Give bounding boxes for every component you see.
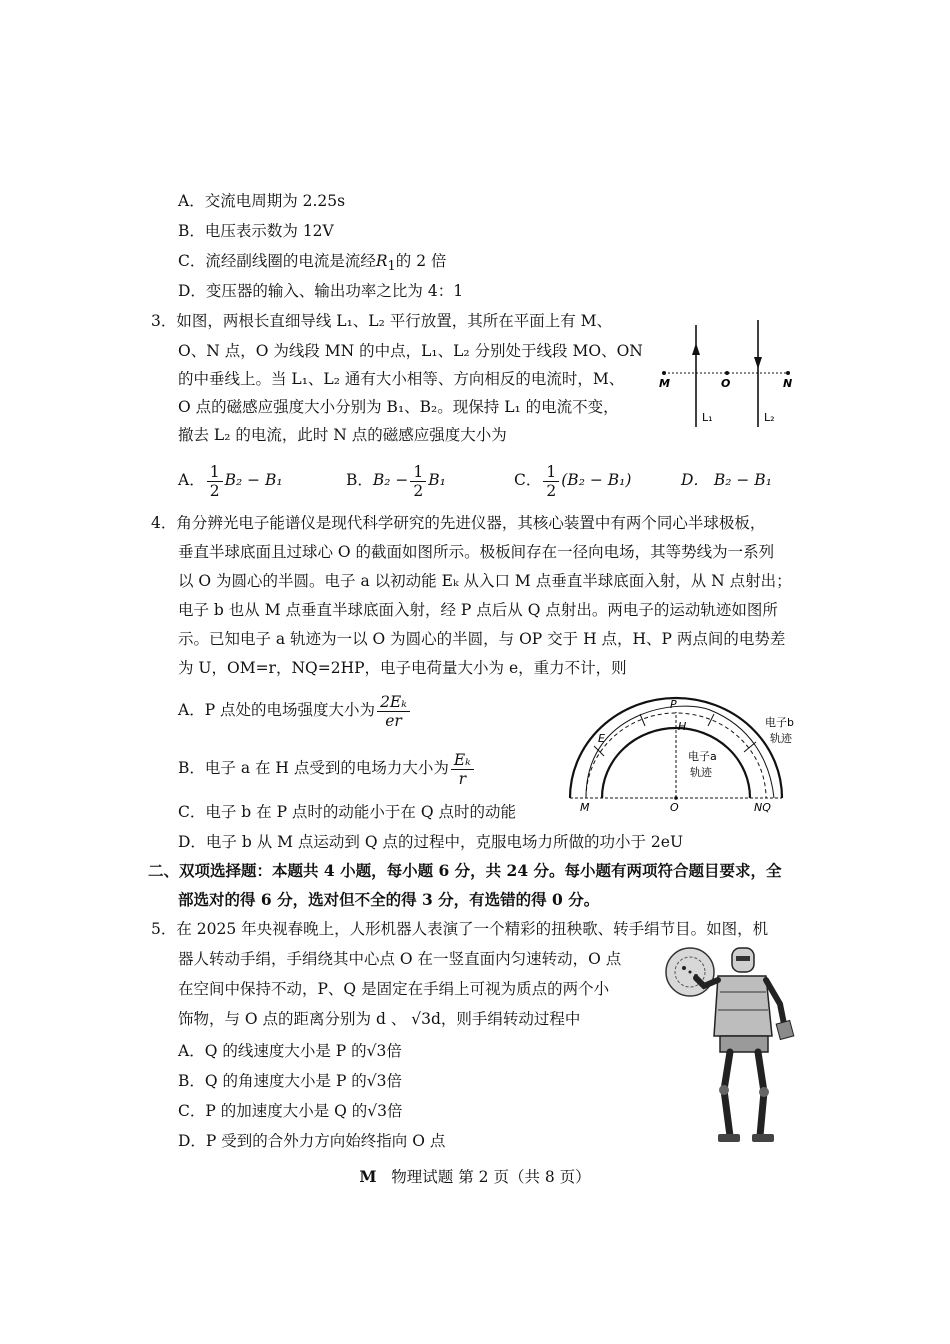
label-electron-a-2: 轨迹 [690,766,712,779]
ornament-p [682,966,686,970]
q2-option-c-sub: 1 [387,259,396,275]
q2-option-a: A．交流电周期为 2.25s [178,192,346,210]
handkerchief-center [689,971,692,974]
frac-num: 1 [207,463,223,482]
q4-option-a-frac [377,693,410,730]
q3-option-a-expr: B₂ − B₁ [224,471,283,489]
robot-left-knee [719,1085,729,1095]
label-h: H [678,720,687,733]
label-electron-b-2: 轨迹 [770,732,792,745]
q2-option-c-tail: 的 2 倍 [395,252,447,270]
label-electron-a-1: 电子a [688,750,717,763]
frac-num: 2Eₖ [377,693,410,712]
label-o: O [670,801,679,814]
frac-den: 2 [413,481,424,500]
section2-heading-line2: 部选对的得 6 分，选对但不全的得 3 分，有选错的得 0 分。 [178,890,600,909]
q5-stem-line4: 饰物，与 O 点的距离分别为 d 、 √3d，则手绢转动过程中 [178,1010,581,1028]
q3-option-c-frac [543,463,559,500]
wire-l2-arrow-icon [754,357,762,369]
q4-option-a [178,690,412,730]
section2-heading-line1: 二、双项选择题：本题共 4 小题，每小题 6 分，共 24 分。每小题有两项符合题目要求，全 [148,861,782,880]
q3-option-a-frac [207,463,223,500]
q3-option-b-frac [410,463,426,500]
frac-den: er [385,711,402,730]
robot-right-knee [759,1087,769,1097]
point-o [725,371,729,375]
q4-option-a-text: A．P 点处的电场强度大小为 [178,701,376,719]
q3-stem-line1: 3．如图，两根长直细导线 L₁、L₂ 平行放置，其所在平面上有 M、 [151,312,613,330]
label-l2: L₂ [764,411,775,424]
q3-option-a-label: A． [178,471,205,489]
q4-option-b-text: B．电子 a 在 H 点受到的电场力大小为 [178,759,449,777]
q3-stem-line4: O 点的磁感应强度大小分别为 B₁、B₂。现保持 L₁ 的电流不变， [178,398,619,416]
q3-option-c [514,462,631,500]
q2-option-d: D．变压器的输入、输出功率之比为 4：1 [178,282,464,300]
footer-text: 物理试题 第 2 页（共 8 页） [391,1168,591,1186]
q2-option-c-text: C．流经副线圈的电流是流经 [178,252,376,270]
label-l1: L₁ [702,411,713,424]
q4-stem-line2: 垂直半球底面且过球心 O 的截面如图所示。极板间存在一径向电场，其等势线为一系列 [178,543,775,561]
frac-num: 1 [410,463,426,482]
label-m: M [580,801,590,814]
label-o: O [721,377,731,390]
robot-left-foot [718,1134,740,1142]
q4-stem-line5: 示。已知电子 a 轨迹为一以 O 为圆心的半圆，与 OP 交于 H 点，H、P 两点间的电势差 [178,630,786,648]
q5-stem-line3: 在空间中保持不动，P、Q 是固定在手绢上可视为质点的两个小 [178,980,610,998]
label-m: M [659,377,670,390]
q5-option-c: C．P 的加速度大小是 Q 的√3倍 [178,1102,403,1120]
q3-wires-figure [650,315,800,435]
frac-num: 1 [543,463,559,482]
label-nq: NQ [754,801,771,814]
q3-option-d: D． B₂ − B₁ [681,471,772,489]
label-p: P [670,698,677,711]
label-electron-b-1: 电子b [765,716,794,729]
q4-hemisphere-figure [560,690,810,815]
q4-stem-line4: 电子 b 也从 M 点垂直半球底面入射，经 P 点后从 Q 点射出。两电子的运动轨迹如图所 [178,601,778,619]
q3-option-c-expr: (B₂ − B₁) [561,471,632,489]
center-o [674,796,678,800]
q3-option-b-head: B₂ − [372,471,409,489]
q3-option-b-tail: B₁ [428,471,446,489]
q5-option-b: B．Q 的角速度大小是 P 的√3倍 [178,1072,403,1090]
q4-option-b [178,748,476,788]
robot-right-hand-object [776,1020,794,1039]
q4-stem-line6: 为 U，OM=r，NQ=2HP，电子电荷量大小为 e，重力不计，则 [178,659,627,677]
field-arrow-3 [708,714,714,726]
frac-num: Eₖ [451,751,474,770]
q3-stem-line5: 撤去 L₂ 的电流，此时 N 点的磁感应强度大小为 [178,426,507,444]
q3-option-b-label: B． [346,471,373,489]
q3-option-a [178,462,283,500]
label-n: N [783,377,793,390]
label-e: E [598,732,605,745]
point-n [786,371,790,375]
robot-right-foot [752,1134,774,1142]
q2-option-c-var: R [375,252,388,270]
footer-letter: M [359,1167,377,1186]
q5-stem-line1: 5．在 2025 年央视春晚上，人形机器人表演了一个精彩的扭秧歌、转手绢节目。如图，机 [151,920,769,938]
frac-den: r [458,769,467,788]
frac-den: 2 [209,481,220,500]
q3-stem-line3: 的中垂线上。当 L₁、L₂ 通有大小相等、方向相反的电流时，M、 [178,370,625,388]
q5-stem-line2: 器人转动手绢，手绢绕其中心点 O 在一竖直面内匀速转动，O 点 [178,950,622,968]
point-m [662,371,666,375]
q3-stem-line2: O、N 点，O 为线段 MN 的中点，L₁、L₂ 分别处于线段 MO、ON [178,342,643,360]
q3-option-b [346,462,446,500]
q3-option-c-label: C． [514,471,542,489]
q5-option-a: A．Q 的线速度大小是 P 的√3倍 [178,1042,402,1060]
wire-l1-arrow-icon [692,343,700,355]
frac-den: 2 [546,481,557,500]
robot-illustration [660,940,800,1155]
field-arrow-4 [744,742,756,752]
q4-stem-line3: 以 O 为圆心的半圆。电子 a 以初动能 Eₖ 从入口 M 点垂直半球底面入射，从 N 点射出； [178,572,792,590]
page-footer [0,1165,950,1187]
q2-option-c [178,250,446,278]
q4-option-d: D．电子 b 从 M 点运动到 Q 点的过程中，克服电场力所做的功小于 2eU [178,833,684,851]
robot-visor [736,956,750,961]
q4-option-b-frac [451,751,474,788]
q4-option-c: C．电子 b 在 P 点时的动能小于在 Q 点时的动能 [178,803,516,821]
robot-torso [714,976,772,1036]
q4-stem-line1: 4．角分辨光电子能谱仪是现代科学研究的先进仪器，其核心装置中有两个同心半球极板， [151,514,766,532]
q5-option-d: D．P 受到的合外力方向始终指向 O 点 [178,1132,446,1150]
robot-hips [720,1036,768,1052]
q2-option-b: B．电压表示数为 12V [178,222,334,240]
